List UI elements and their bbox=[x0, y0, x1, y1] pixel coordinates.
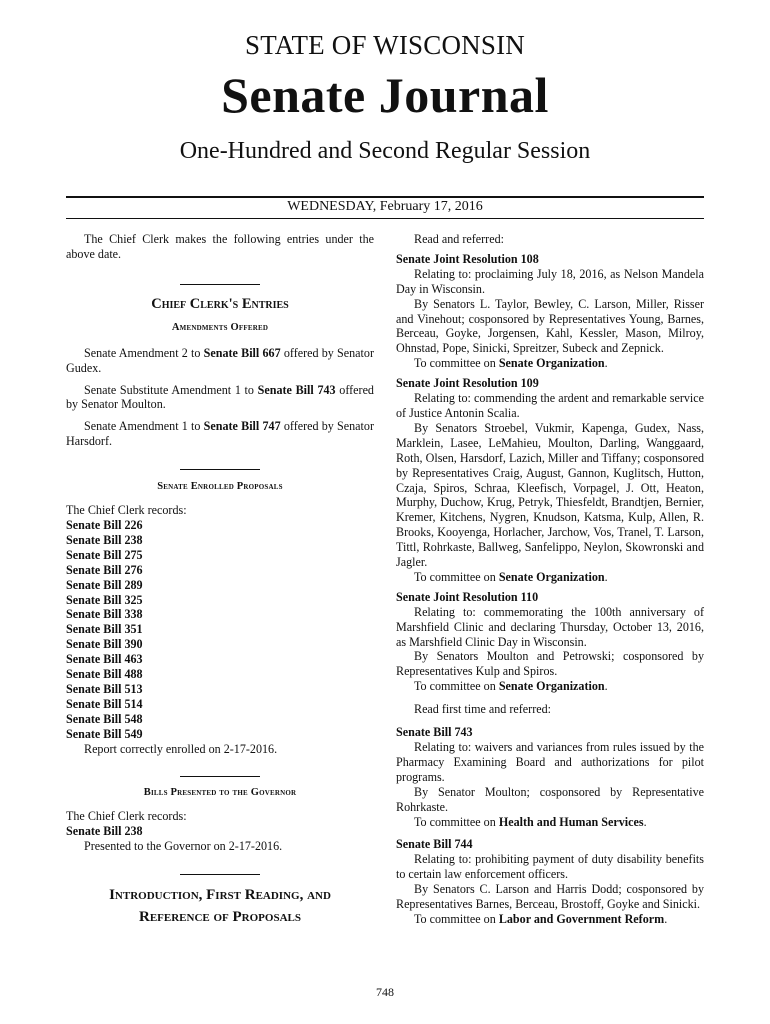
entry-relating: Relating to: prohibiting payment of duty disability benefits to certain law enforcement officers. bbox=[396, 852, 704, 882]
list-item: Senate Bill 338 bbox=[66, 607, 143, 622]
list-item: Senate Bill 276 bbox=[66, 562, 143, 577]
list-item: Senate Bill 548 bbox=[66, 711, 143, 726]
entry-relating: Relating to: commemorating the 100th anniversary of Marshfield Clinic and declaring Thursday, October 13, 2016, as Marshfield Clinic Day in Wisconsin. bbox=[396, 604, 704, 649]
entry-sponsors: By Senators Stroebel, Vukmir, Kapenga, Gudex, Nass, Marklein, Lasee, LeMahieu, Moulton, Darling, Wanggaard, Roth, Olsen, Harsdorf, Lazich, Miller and Tiffany; cosponsored by Representatives Craig, August, Gannon, Kuglitsch, Hutton, Czaja, Spiros, Schraa, Kleefisch, Vorpagel, J. Ott, Heaton, Murphy, Duchow, Krug, Petryk, Thiesfeldt, Brandtjen, Bernier, Kremer, Kitchens, Nygren, Knudson, Katsma, Kulp, Allen, R. Brooks, Kooyenga, Horlacher, Jarchow, Vos, Tranel, T. Larson, Tittl, Rohrkaste, Ballweg, Sanfelippo, Neylon, Skowronski and Jagler. bbox=[396, 420, 704, 570]
presented-note: Presented to the Governor on 2-17-2016. bbox=[84, 839, 283, 854]
resolution-entry bbox=[396, 376, 704, 585]
entry-committee: To committee on Labor and Government Reform. bbox=[414, 911, 668, 926]
list-item: Senate Bill 513 bbox=[66, 681, 143, 696]
presented-bill: Senate Bill 238 bbox=[66, 824, 143, 839]
entry-sponsors: By Senators L. Taylor, Bewley, C. Larson, Miller, Risser and Vinehout; cosponsored by Representatives Young, Barnes, Berceau, Goyke, Jorgensen, Kahl, Kessler, Mason, Milroy, Ohnstad, Pope, Sinicki, Spreitzer, Subeck and Zepnick. bbox=[396, 296, 704, 356]
list-item: Senate Bill 463 bbox=[66, 652, 143, 667]
section-title-entries: Chief Clerk's Entries bbox=[151, 295, 289, 312]
amendment-item: Senate Substitute Amendment 1 to Senate Bill 743 offered by Senator Moulton. bbox=[66, 382, 374, 412]
entry-committee: To committee on Health and Human Services. bbox=[414, 814, 647, 829]
entry-sponsors: By Senators C. Larson and Harris Dodd; cosponsored by Representatives Barnes, Berceau, Brostoff, Goyke and Sinicki. bbox=[396, 882, 704, 912]
section-title-enrolled: Senate Enrolled Proposals bbox=[157, 481, 283, 493]
entry-relating: Relating to: proclaiming July 18, 2016, as Nelson Mandela Day in Wisconsin. bbox=[396, 266, 704, 296]
header-rule bbox=[66, 196, 704, 198]
date-line: WEDNESDAY, February 17, 2016 bbox=[287, 199, 483, 214]
read-referred-label: Read and referred: bbox=[414, 232, 504, 246]
entry-sponsors: By Senators Moulton and Petrowski; cosponsored by Representatives Kulp and Spiros. bbox=[396, 649, 704, 679]
enrolled-bill-list bbox=[66, 518, 374, 742]
list-item: Senate Bill 390 bbox=[66, 637, 143, 652]
enrolled-note: Report correctly enrolled on 2-17-2016. bbox=[84, 741, 278, 756]
list-item: Senate Bill 238 bbox=[66, 532, 143, 547]
page-number: 748 bbox=[376, 985, 394, 999]
list-item: Senate Bill 226 bbox=[66, 517, 143, 532]
entry-relating: Relating to: commending the ardent and remarkable service of Justice Antonin Scalia. bbox=[396, 391, 704, 420]
entry-sponsors: By Senator Moulton; cosponsored by Representative Rohrkaste. bbox=[396, 784, 704, 814]
list-item: Senate Bill 289 bbox=[66, 577, 143, 592]
entry-committee: To committee on Senate Organization. bbox=[414, 569, 608, 584]
right-column bbox=[396, 232, 704, 927]
entry-committee: To committee on Senate Organization. bbox=[414, 356, 608, 371]
records-label: The Chief Clerk records: bbox=[66, 809, 187, 824]
section-title-governor: Bills Presented to the Governor bbox=[143, 787, 297, 799]
records-label: The Chief Clerk records: bbox=[66, 503, 187, 518]
amendment-item: Senate Amendment 1 to Senate Bill 747 offered by Senator Harsdorf. bbox=[66, 419, 374, 449]
session-title: One-Hundred and Second Regular Session bbox=[179, 138, 591, 164]
entry-committee: To committee on Senate Organization. bbox=[414, 679, 608, 694]
intro-text: The Chief Clerk makes the following entries under the above date. bbox=[66, 232, 374, 261]
read-first-label: Read first time and referred: bbox=[414, 702, 551, 717]
list-item: Senate Bill 549 bbox=[66, 726, 143, 741]
left-column bbox=[66, 232, 374, 928]
journal-title: Senate Journal bbox=[221, 67, 549, 123]
entry-title: Senate Joint Resolution 110 bbox=[396, 589, 539, 604]
list-item: Senate Bill 351 bbox=[66, 622, 143, 637]
entry-title: Senate Joint Resolution 109 bbox=[396, 376, 539, 391]
list-item: Senate Bill 325 bbox=[66, 592, 143, 607]
entry-title: Senate Bill 744 bbox=[396, 837, 473, 852]
subsection-amendments: Amendments Offered bbox=[171, 321, 269, 333]
entry-title: Senate Bill 743 bbox=[396, 725, 473, 740]
section-title-introduction: Introduction, First Reading, and Reference of Proposals bbox=[109, 887, 331, 926]
amendment-item: Senate Amendment 2 to Senate Bill 667 offered by Senator Gudex. bbox=[66, 345, 374, 375]
list-item: Senate Bill 275 bbox=[66, 547, 143, 562]
state-heading: STATE OF WISCONSIN bbox=[245, 30, 525, 60]
bill-entry bbox=[396, 725, 704, 829]
header-rule-lower bbox=[66, 218, 704, 219]
entry-title: Senate Joint Resolution 108 bbox=[396, 251, 539, 266]
list-item: Senate Bill 488 bbox=[66, 667, 143, 682]
entry-relating: Relating to: waivers and variances from rules issued by the Pharmacy Examining Board and authorizations for pilot programs. bbox=[396, 740, 704, 784]
list-item: Senate Bill 514 bbox=[66, 696, 143, 711]
resolution-entry bbox=[396, 590, 704, 694]
resolution-entry bbox=[396, 252, 704, 371]
bill-entry bbox=[396, 837, 704, 926]
